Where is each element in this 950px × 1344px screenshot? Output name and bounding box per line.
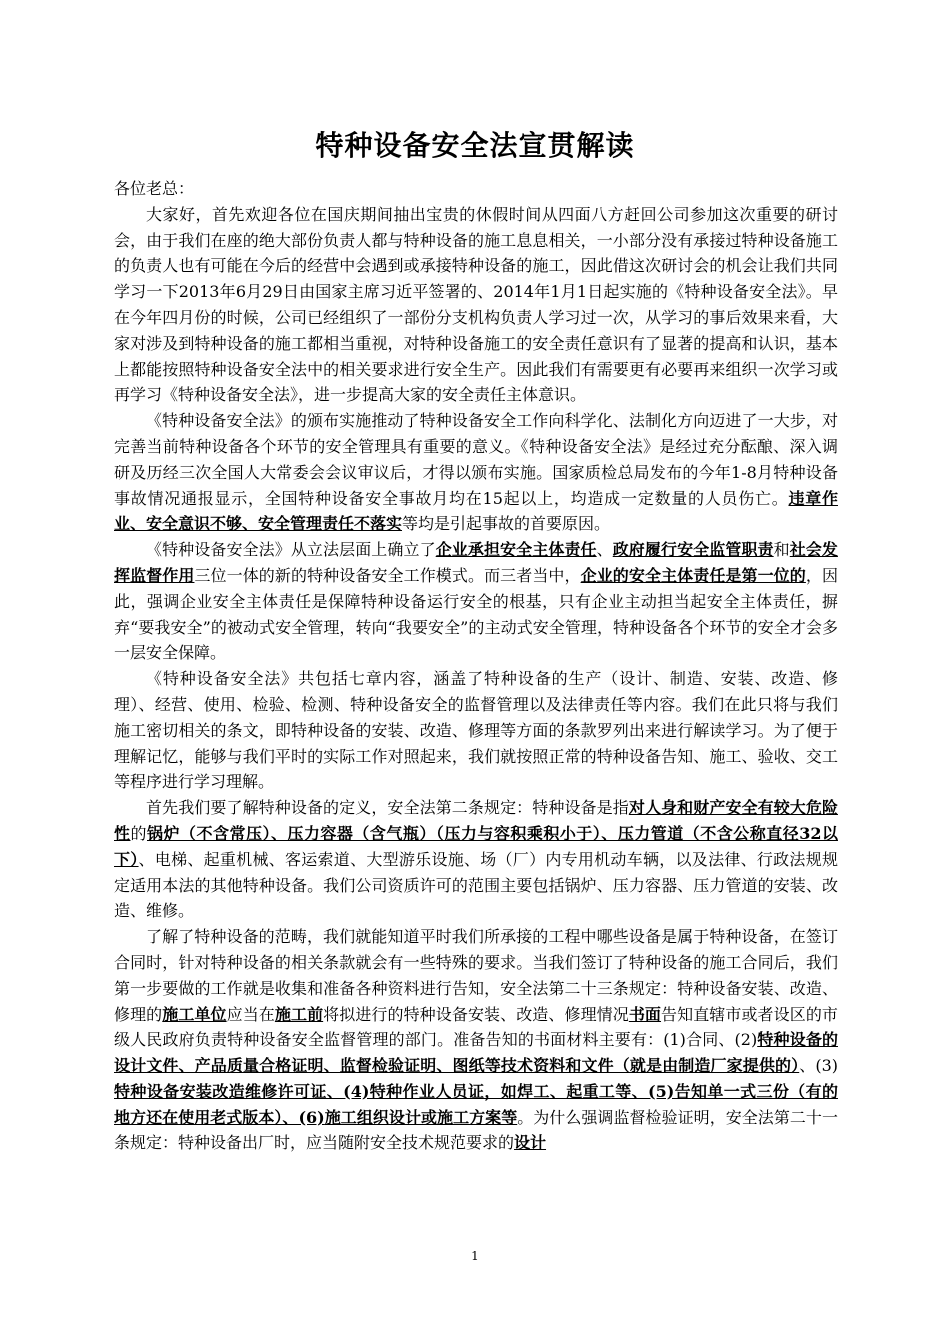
text-span: 三位一体的新的特种设备安全工作模式。而三者当中， bbox=[194, 565, 581, 585]
text-span: 等均是引起事故的首要原因。 bbox=[402, 514, 611, 534]
emphasis-span: 特种设备安装改造维修许可证、(4)特种作业人员证，如焊工、起重工等、(5)告知单一式三份（有的地方还在使用老式版本）、(6) bbox=[114, 1081, 838, 1127]
paragraph-4: 《特种设备安全法》共包括七章内容，涵盖了特种设备的生产（设计、制造、安装、改造、修理）、经营、使用、检验、检测、特种设备安全的监督管理以及法律责任等内容。我们在此只将与我们施工密切相关的条文，即特种设备的安装、改造、修理等方面的条款罗列出来进行解读学习。为了便于理解记忆，能够与我们平时的实际工作对照起来，我们就按照正常的特种设备告知、施工、验收、交工等程序进行学习理解。 bbox=[114, 669, 838, 792]
text-span: 将拟进行的特种设备安装、改造、修理情况 bbox=[323, 1004, 629, 1024]
text-span: 、(3) bbox=[799, 1056, 838, 1076]
paragraph-1: 大家好，首先欢迎各位在国庆期间抽出宝贵的休假时间从四面八方赶回公司参加这次重要的研讨会，由于我们在座的绝大部份负责人都与特种设备的施工息息相关，一小部分没有承接过特种设备施工的负责人也有可能在今后的经营中会遇到或承接特种设备的施工，因此借这次研讨会的机会让我们共同学习一下2013年6月29日由国家主席习近平签署的、2014年1月1日起实施的《特种设备安全法》。早在今年四月份的时候，公司已经组织了一部份分支机构负责人学习过一次，从学习的事后效果来看，大家对涉及到特种设备的施工都相当重视，对特种设备施工的安全责任意识有了显著的提高和认识，基本上都能按照特种设备安全法中的相关要求进行安全生产。因此我们有需要更有必要再来组织一次学习或再学习《特种设备安全法》，进一步提高大家的安全责任主体意识。 bbox=[114, 204, 838, 405]
text-span: 了解了特种设备的范畴，我们就能知道平时我们所承接的工程中哪些设备是属于特种设备，在签订合同时，针对特种设备的相关条款就会有一些特殊的要求。当我们签订了特种设备的施工合同后，我们第一步要做的工作就是收集和准备各种资料进行告知，安全法第二十三条规定：特种设备安装、改造、修理的 bbox=[114, 927, 838, 1024]
emphasis-span: 违章作业、安全意识不够、安全管理责任不落实 bbox=[114, 488, 838, 534]
emphasis-span: 书面 bbox=[628, 1004, 662, 1024]
paragraph-3 bbox=[114, 537, 838, 666]
emphasis-span: 企业承担安全主体责任 bbox=[435, 540, 597, 560]
emphasis-span: 施工单位 bbox=[162, 1004, 227, 1024]
emphasis-span: 特种设备的设计文件、产品质量合格证明、监督检验证明、图纸等技术资料和文件（就是由制造厂家提供的） bbox=[114, 1030, 838, 1076]
emphasis-span: 施工前 bbox=[274, 1004, 324, 1024]
emphasis-span: 锅炉（不含常压）、压力容器（含气瓶）（压力与容积乘积小于）、压力管道（不含公称直径32以下） bbox=[114, 823, 838, 869]
text-span: 应当在 bbox=[226, 1004, 275, 1024]
page-number: 1 bbox=[471, 1249, 479, 1263]
emphasis-span: 社会发挥监督作用 bbox=[114, 540, 838, 585]
emphasis-span: 施工组织设计或施工方案等 bbox=[324, 1107, 518, 1127]
document-title: 特种设备安全法宣贯解读 bbox=[315, 129, 635, 162]
paragraph-2 bbox=[114, 408, 838, 537]
emphasis-span: 企业的安全主体责任是第一位的 bbox=[580, 565, 806, 585]
text-span: 《特种设备安全法》的颁布实施推动了特种设备安全工作向科学化、法制化方向迈进了一大步，对完善当前特种设备各个环节的安全管理具有重要的意义。《特种设备安全法》是经过充分酝酿、深入调研及历经三次全国人大常委会会议审议后，才得以颁布实施。国家质检总局发布的今年1-8月特种设备事故情况通报显示，全国特种设备安全事故月均在15起以上，均造成一定数量的人员伤亡。 bbox=[114, 411, 838, 508]
text-span: ，因此，强调企业安全主体责任是保障特种设备运行安全的根基，只有企业主动担当起安全主体责任，摒弃“要我安全”的被动式安全管理，转向“我要安全”的主动式安全管理，特种设备各个环节的安全才会多一层安全保障。 bbox=[114, 565, 838, 663]
salutation: 各位老总： bbox=[114, 179, 195, 198]
text-span: 、 bbox=[596, 540, 613, 560]
text-span: 。为什么强调监督检验证明，安全法第二十一条规定：特种设备出厂时，应当随附安全技术规范要求的 bbox=[114, 1107, 838, 1153]
text-span: 的 bbox=[130, 823, 147, 843]
text-span: 《特种设备安全法》从立法层面上确立了 bbox=[146, 540, 436, 560]
emphasis-span: 设计 bbox=[514, 1133, 547, 1153]
emphasis-span: 对人身和财产安全有较大危险性 bbox=[114, 798, 838, 843]
text-span: 、电梯、起重机械、客运索道、大型游乐设施、场（厂）内专用机动车辆，以及法律、行政法规规定适用本法的其他特种设备。我们公司资质许可的范围主要包括锅炉、压力容器、压力管道的安装、改造、维修。 bbox=[114, 849, 838, 921]
text-span: 和 bbox=[773, 540, 790, 560]
emphasis-span: 政府履行安全监管职责 bbox=[612, 540, 774, 560]
paragraph-5 bbox=[114, 795, 838, 924]
paragraph-6 bbox=[114, 924, 838, 1156]
text-span: 告知直辖市或者设区的市级人民政府负责特种设备安全监督管理的部门。准备告知的书面材料主要有：(1)合同、(2) bbox=[114, 1004, 838, 1050]
document-body bbox=[114, 176, 838, 1156]
text-span: 首先我们要了解特种设备的定义，安全法第二条规定：特种设备是指 bbox=[146, 798, 629, 818]
